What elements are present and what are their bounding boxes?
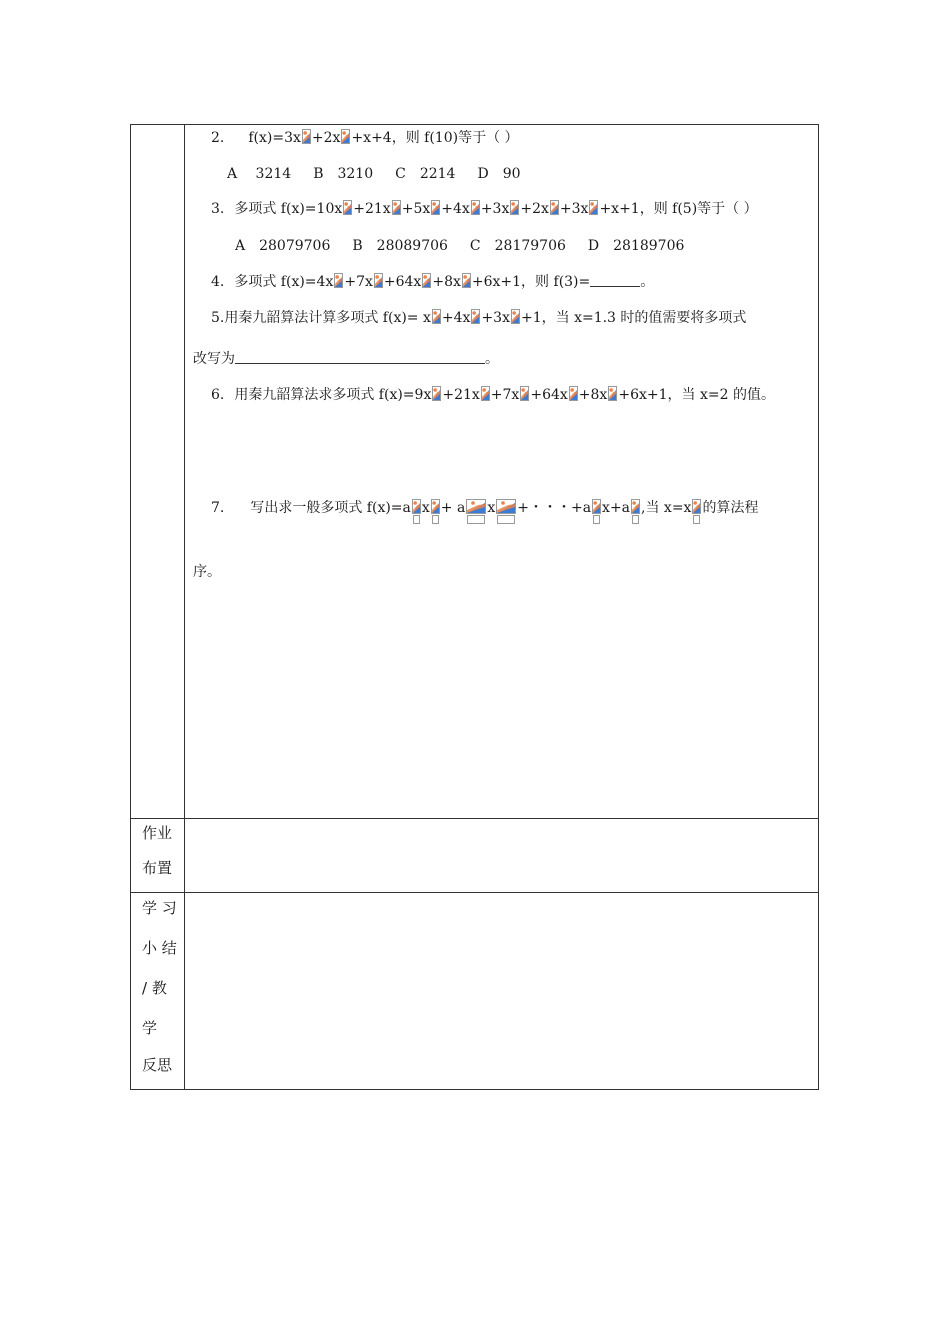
broken-image-icon xyxy=(343,200,352,215)
question-2-options xyxy=(227,164,543,184)
broken-image-icon xyxy=(608,386,617,401)
question-7: 7. 写出求一般多项式 f(x)=a x + a x +・・・+a x+a ,当 x=x 的算法程 xyxy=(211,498,758,524)
question-number: 5. xyxy=(211,310,225,326)
question-number: 7. xyxy=(211,500,225,516)
option-b: B 28089706 xyxy=(352,238,448,254)
option-d: D 28189706 xyxy=(587,238,685,254)
summary-label-line-1: 学 习 xyxy=(142,899,177,917)
question-5-line-2: 改写为 。 xyxy=(193,351,499,367)
summary-label-line-3: / 教 xyxy=(142,979,167,997)
broken-image-icon xyxy=(520,386,529,401)
broken-image-icon xyxy=(496,499,516,525)
broken-image-icon xyxy=(631,499,640,525)
broken-image-icon xyxy=(432,386,441,401)
broken-image-icon xyxy=(431,499,440,525)
question-7-line-2: 序。 xyxy=(193,564,221,580)
broken-image-icon xyxy=(412,499,421,525)
broken-image-icon xyxy=(569,386,578,401)
option-d: D 90 xyxy=(477,166,521,182)
table-row-divider-2 xyxy=(130,892,819,893)
question-6: 6. 用秦九韶算法求多项式 f(x)=9x +21x +7x +64x +8x +6x+1，当 x=2 的值。 xyxy=(211,387,775,403)
option-c: C 28179706 xyxy=(469,238,566,254)
broken-image-icon xyxy=(334,273,343,288)
summary-label-line-2: 小 结 xyxy=(142,939,177,957)
option-a: A 3214 xyxy=(227,166,292,182)
question-number: 6. xyxy=(211,387,225,403)
question-5: 5. 用秦九韶算法计算多项式 f(x)= x +4x +3x +1，当 x=1.3 时的值需要将多项式 xyxy=(211,310,747,326)
question-3-options xyxy=(235,236,706,256)
homework-label-line-2: 布置 xyxy=(142,859,173,877)
table-column-divider xyxy=(184,124,185,1090)
summary-label-line-4: 学 xyxy=(142,1019,158,1037)
broken-image-icon xyxy=(510,200,519,215)
broken-image-icon xyxy=(466,499,486,525)
answer-blank[interactable] xyxy=(590,272,640,287)
broken-image-icon xyxy=(422,273,431,288)
broken-image-icon xyxy=(511,309,520,324)
question-number: 3. xyxy=(211,201,225,217)
question-4: 4. 多项式 f(x)=4x +7x +64x +8x +6x+1，则 f(3)= 。 xyxy=(211,274,655,290)
broken-image-icon xyxy=(392,200,401,215)
option-a: A 28079706 xyxy=(235,238,331,254)
broken-image-icon xyxy=(462,273,471,288)
broken-image-icon xyxy=(374,273,383,288)
question-2: 2. f(x)=3x +2x +x+4，则 f(10)等于（ ） xyxy=(211,130,519,146)
broken-image-icon xyxy=(471,200,480,215)
broken-image-icon xyxy=(341,129,350,144)
option-c: C 2214 xyxy=(395,166,456,182)
question-number: 2. xyxy=(211,130,225,146)
question-number: 4. xyxy=(211,274,225,290)
broken-image-icon xyxy=(481,386,490,401)
answer-blank[interactable] xyxy=(235,349,485,364)
table-frame xyxy=(130,124,819,1090)
table-row-divider-1 xyxy=(130,818,819,819)
broken-image-icon xyxy=(592,499,601,525)
summary-label-line-5: 反思 xyxy=(142,1056,173,1074)
homework-label-line-1: 作业 xyxy=(142,824,173,842)
broken-image-icon xyxy=(550,200,559,215)
broken-image-icon xyxy=(432,309,441,324)
broken-image-icon xyxy=(589,200,598,215)
broken-image-icon xyxy=(692,499,701,525)
broken-image-icon xyxy=(431,200,440,215)
question-3: 3. 多项式 f(x)=10x +21x +5x +4x +3x +2x +3x +x+1，则 f(5)等于（ ） xyxy=(211,201,758,217)
broken-image-icon xyxy=(302,129,311,144)
option-b: B 3210 xyxy=(313,166,374,182)
broken-image-icon xyxy=(471,309,480,324)
